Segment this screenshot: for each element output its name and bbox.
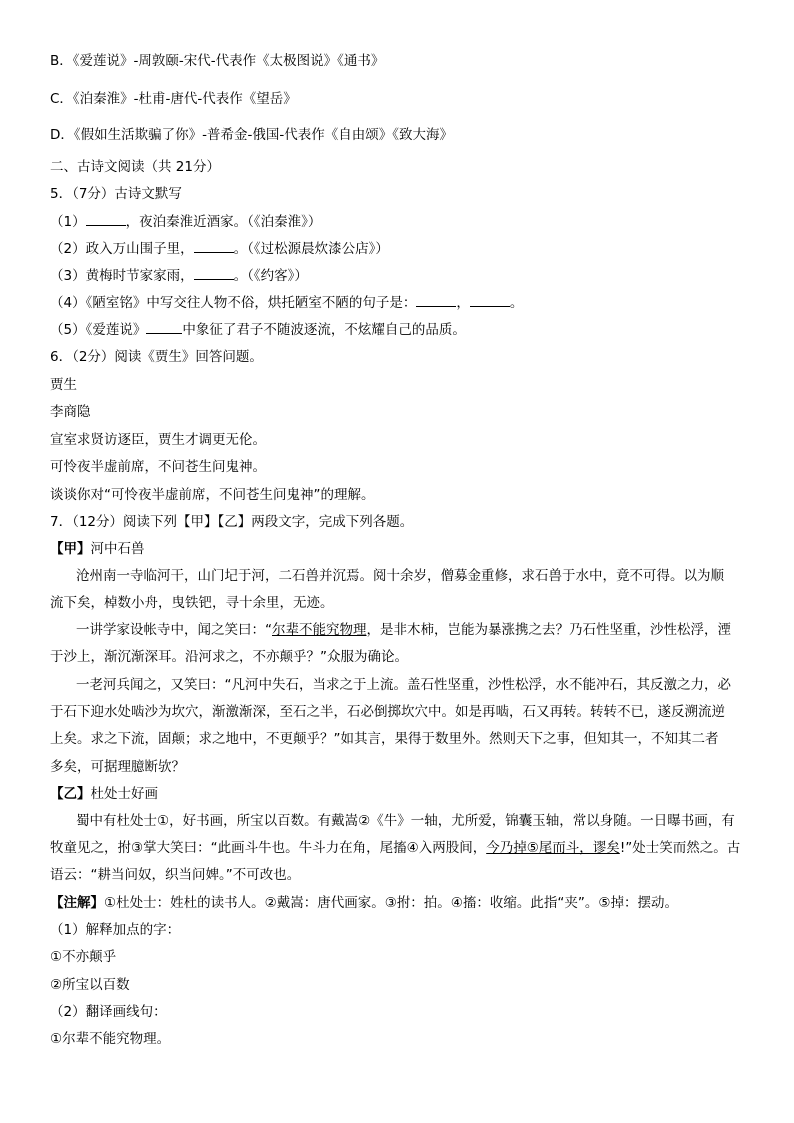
- poem-line-1: 宣室求贤访逐臣，贾生才调更无伦。: [50, 432, 266, 448]
- jia-p3-line-2: 于石下迎水处啮沙为坎穴，渐激渐深，至石之半，石必倒掷坎穴中。如是再啮，石又再转。转转不已，遂反溯流逆: [50, 704, 725, 720]
- passage-jia-title: 河中石兽: [90, 541, 145, 557]
- answer-blank[interactable]: [470, 293, 510, 307]
- q5-line-2-post: 。（《过松源晨炊漆公店》）: [233, 241, 389, 257]
- q5-line-5-post: 中象征了君子不随波逐流，不炫耀自己的品质。: [182, 322, 466, 338]
- q7-title: 7．（12分）阅读下列【甲】【乙】两段文字，完成下列各题。: [50, 514, 414, 530]
- q5-line-4-mid: ，: [456, 295, 470, 311]
- passage-jia-heading: [50, 540, 754, 558]
- poem-line-2: 可怜夜半虚前席，不问苍生问鬼神。: [50, 459, 266, 475]
- answer-blank[interactable]: [146, 320, 182, 334]
- annotation-label: 【注解】: [50, 895, 104, 911]
- q5-line-1-post: ，夜泊秦淮近酒家。（《泊秦淮》）: [125, 214, 322, 230]
- option-c: C．《泊秦淮》-杜甫-唐代-代表作《望岳》: [50, 91, 297, 107]
- yi-p1-line-3: 语云：“耕当问奴，织当问婢。”不可改也。: [50, 867, 301, 883]
- jia-p1-line-2: 流下矣，棹数小舟，曳铁钯，寻十余里，无迹。: [50, 595, 334, 611]
- jia-p2-line-1: [76, 621, 754, 639]
- jia-p2-text: 一讲学家设帐寺中，闻之笑曰：“: [76, 622, 272, 638]
- q5-line-1-pre: （1）: [50, 214, 86, 230]
- section-heading: 二、古诗文阅读（共 21分）: [50, 159, 220, 175]
- yi-p1-text: !”处士笑而然之。古: [619, 840, 741, 856]
- sub2-item-1: ①尔辈不能究物理。: [50, 1031, 171, 1047]
- passage-yi-heading: [50, 785, 754, 803]
- jia-p3-line-1: 一老河兵闻之，又笑曰：“凡河中失石，当求之于上流。盖石性坚重，沙性松浮，水不能冲石，其反激之力，必: [76, 677, 731, 693]
- q5-line-3: [50, 266, 754, 285]
- q5-line-3-post: 。（《约客》）: [233, 268, 308, 284]
- sub2-title: （2）翻译画线句：: [50, 1004, 167, 1020]
- q5-line-5: [50, 320, 754, 339]
- q5-title: 5．（7分）古诗文默写: [50, 186, 182, 202]
- option-b: B．《爱莲说》-周敦颐-宋代-代表作《太极图说》《通书》: [50, 53, 385, 69]
- annotation-text: ①杜处士：姓杜的读书人。②戴嵩：唐代画家。③拊：拍。④搐：收缩。此指“夹”。⑤掉：摆动。: [104, 895, 678, 911]
- q5-line-2-pre: （2）政入万山围子里，: [50, 241, 194, 257]
- passage-yi-label: 【乙】: [50, 786, 91, 802]
- poem-author: 李商隐: [50, 404, 91, 420]
- underlined-sentence: 今乃掉⑤尾而斗，谬矣: [486, 840, 620, 856]
- jia-p1-line-1: 沧州南一寺临河干，山门圮于河，二石兽并沉焉。阅十余岁，僧募金重修，求石兽于水中，竟不可得。以为顺: [76, 568, 724, 584]
- q6-title: 6．（2分）阅读《贾生》回答问题。: [50, 349, 263, 365]
- yi-p1-line-1: 蜀中有杜处士①，好书画，所宝以百数。有戴嵩②《牛》一轴，尤所爱，锦囊玉轴，常以身随。一日曝书画，有: [76, 813, 735, 829]
- q5-line-4-pre: （4）《陋室铭》中写交往人物不俗，烘托陋室不陋的句子是：: [50, 295, 417, 311]
- option-d: D．《假如生活欺骗了你》-普希金-俄国-代表作《自由颂》《致大海》: [50, 127, 454, 143]
- sub1-item-1: ①不亦颠乎: [50, 949, 117, 965]
- answer-blank[interactable]: [194, 239, 234, 253]
- q5-line-1: [50, 212, 754, 231]
- underlined-sentence: 尔辈不能究物理: [272, 622, 367, 638]
- yi-p1-line-2: [50, 839, 754, 857]
- jia-p3-line-4: 多矣，可据理臆断欤？: [50, 759, 185, 775]
- q5-line-5-pre: （5）《爱莲说》: [50, 322, 147, 338]
- yi-p1-text: 牧童见之，拊③掌大笑曰：“此画斗牛也。牛斗力在角，尾搐④入两股间，: [50, 840, 487, 856]
- q5-line-2: [50, 239, 754, 258]
- passage-yi-title: 杜处士好画: [90, 786, 158, 802]
- q6-prompt: 谈谈你对“可怜夜半虚前席，不问苍生问鬼神”的理解。: [50, 487, 375, 503]
- answer-blank[interactable]: [194, 266, 234, 280]
- jia-p2-line-2: 于沙上，渐沉渐深耳。沿河求之，不亦颠乎？”众服为确论。: [50, 649, 408, 665]
- poem-title: 贾生: [50, 377, 77, 393]
- passage-jia-label: 【甲】: [50, 541, 91, 557]
- annotation-line: [50, 894, 754, 912]
- q5-line-4-post: 。: [509, 295, 524, 311]
- answer-blank[interactable]: [416, 293, 456, 307]
- answer-blank[interactable]: [86, 212, 126, 226]
- sub1-title: （1）解释加点的字：: [50, 922, 181, 938]
- jia-p3-line-3: 上矣。求之下流，固颠；求之地中，不更颠乎？”如其言，果得于数里外。然则天下之事，但知其一，不知其二者: [50, 731, 719, 747]
- sub1-item-2: ②所宝以百数: [50, 977, 130, 993]
- q5-line-3-pre: （3）黄梅时节家家雨，: [50, 268, 194, 284]
- jia-p2-text: ，是非木柿，岂能为暴涨携之去？乃石性坚重，沙性松浮，湮: [366, 622, 731, 638]
- q5-line-4: [50, 293, 754, 312]
